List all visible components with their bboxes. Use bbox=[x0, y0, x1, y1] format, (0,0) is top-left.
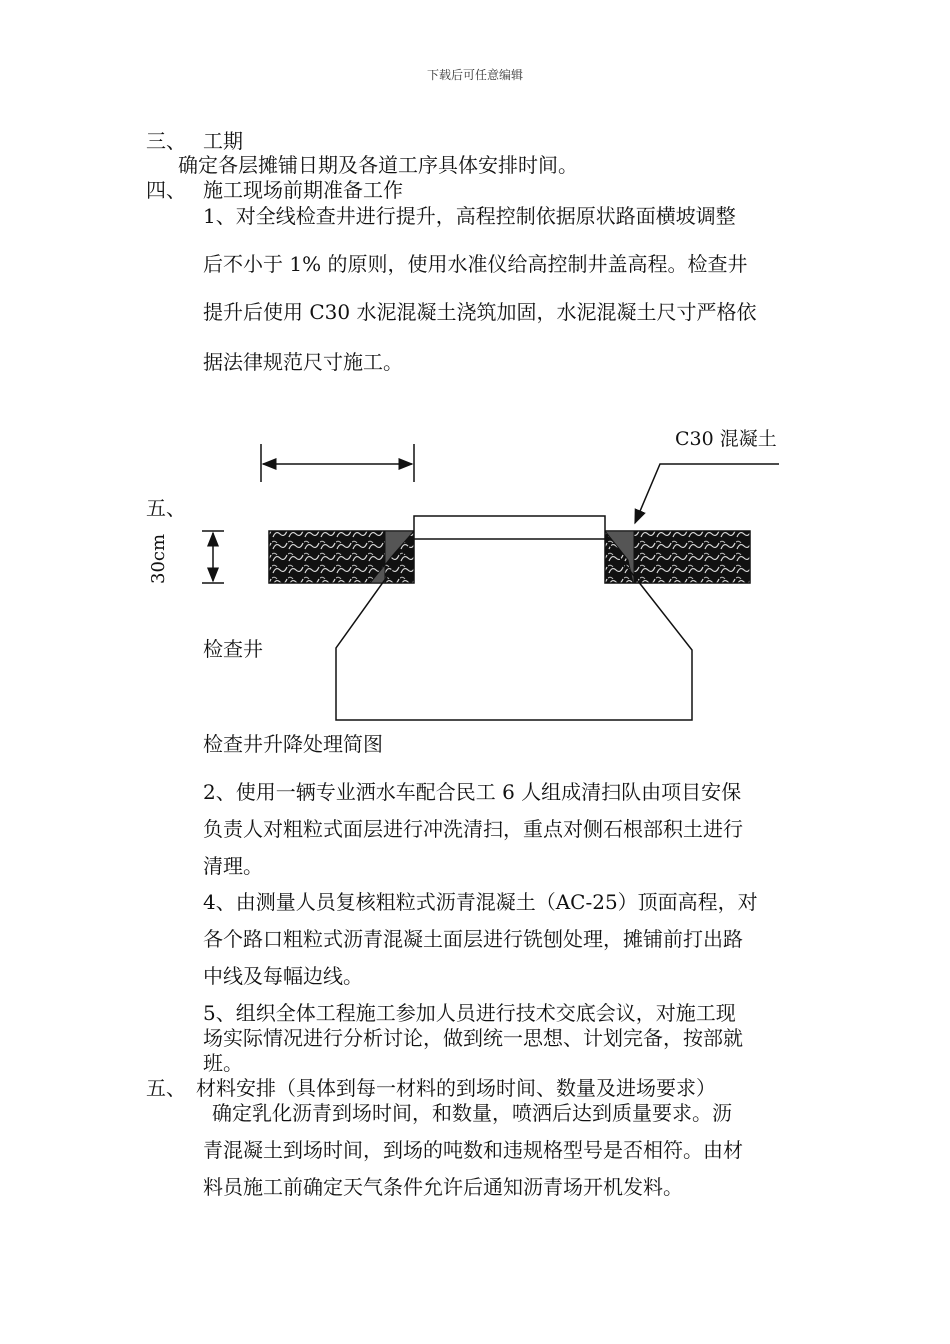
section-5-line: 青混凝土到场时间，到场的吨数和违规格型号是否相符。由材 bbox=[203, 1138, 743, 1162]
section-5-number: 五、 bbox=[146, 1076, 186, 1100]
well-label: 检查井 bbox=[203, 637, 263, 661]
section-5-title: 材料安排（具体到每一材料的到场时间、数量及进场要求） bbox=[196, 1076, 716, 1100]
page-header: 下载后可任意编辑 bbox=[426, 68, 523, 82]
item-1-line: 据法律规范尺寸施工。 bbox=[203, 350, 403, 374]
section-3-number: 三、 bbox=[146, 129, 186, 153]
item-5-line: 班。 bbox=[203, 1051, 243, 1075]
section-5-line: 确定乳化沥青到场时间，和数量，喷洒后达到质量要求。沥 bbox=[212, 1101, 732, 1125]
item-1-line: 1、对全线检查井进行提升，高程控制依据原状路面横坡调整 bbox=[203, 204, 736, 228]
height-label: 30cm bbox=[148, 533, 169, 584]
section-5-line: 料员施工前确定天气条件允许后通知沥青场开机发料。 bbox=[203, 1175, 683, 1199]
figure-caption: 检查井升降处理简图 bbox=[203, 732, 383, 756]
item-5-line: 5、组织全体工程施工参加人员进行技术交底会议，对施工现 bbox=[203, 1001, 736, 1025]
concrete-label: C30 混凝土 bbox=[675, 428, 777, 450]
item-4-line: 各个路口粗粒式沥青混凝土面层进行铣刨处理，摊铺前打出路 bbox=[203, 927, 743, 951]
section-4-number: 四、 bbox=[146, 178, 186, 202]
item-4-line: 中线及每幅边线。 bbox=[203, 964, 363, 988]
item-2-line: 2、使用一辆专业洒水车配合民工 6 人组成清扫队由项目安保 bbox=[203, 780, 742, 804]
item-2-line: 负责人对粗粒式面层进行冲洗清扫，重点对侧石根部积土进行 bbox=[203, 817, 743, 841]
section-3-title: 工期 bbox=[203, 129, 243, 153]
concrete-leader-arrow bbox=[635, 464, 779, 523]
item-5-line: 场实际情况进行分析讨论，做到统一思想、计划完备，按部就 bbox=[203, 1026, 743, 1050]
item-4-line: 4、由测量人员复核粗粒式沥青混凝土（AC-25）顶面高程，对 bbox=[203, 890, 758, 914]
section-4-title: 施工现场前期准备工作 bbox=[203, 178, 403, 202]
item-1-line: 后不小于 1% 的原则，使用水准仪给高控制井盖高程。检查井 bbox=[203, 252, 748, 276]
figure-section-number: 五、 bbox=[146, 496, 186, 520]
manhole-cover bbox=[414, 516, 605, 539]
section-3-body: 确定各层摊铺日期及各道工序具体安排时间。 bbox=[178, 153, 578, 177]
item-2-line: 清理。 bbox=[203, 854, 263, 878]
item-1-line: 提升后使用 C30 水泥混凝土浇筑加固，水泥混凝土尺寸严格依 bbox=[203, 300, 757, 324]
